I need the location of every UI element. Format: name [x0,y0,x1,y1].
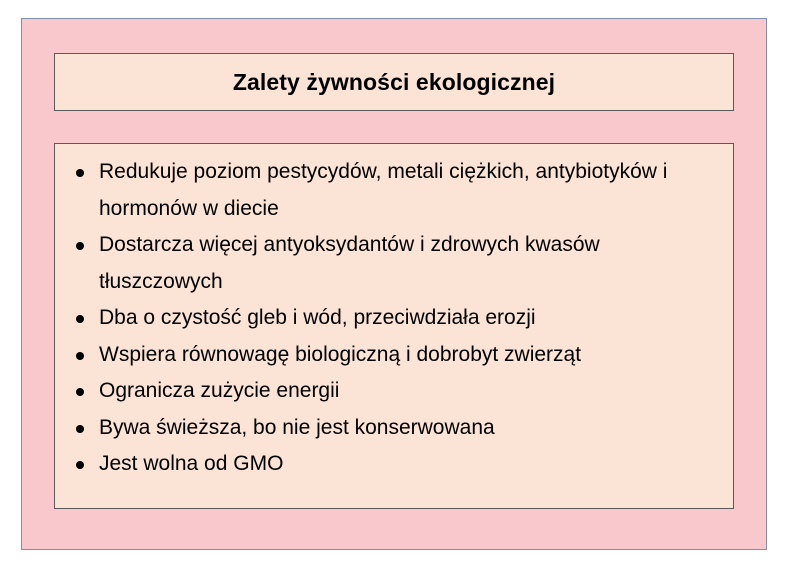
list-item [55,446,721,483]
title-box [54,53,734,111]
bullet-icon [76,352,84,360]
bullet-icon [76,461,84,469]
list-item [55,300,721,337]
list-item-text: Jest wolna od GMO [99,452,284,475]
list-item-text: Ogranicza zużycie energii [99,379,340,402]
benefits-list [55,144,733,483]
list-item-text: Wspiera równowagę biologiczną i dobrobyt zwierząt [99,342,582,366]
list-item-text: Dba o czystość gleb i wód, przeciwdziała erozji [99,306,536,329]
bullet-icon [76,425,84,433]
list-item [55,227,721,300]
list-item [55,154,721,227]
list-item [55,410,721,447]
list-item-text: Redukuje poziom pestycydów, metali ciężkich, antybiotyków i hormonów w diecie [99,160,668,220]
list-item [55,373,721,410]
bullet-icon [76,242,84,250]
list-item-text: Dostarcza więcej antyoksydantów i zdrowych kwasów tłuszczowych [99,233,600,293]
bullet-icon [76,388,84,396]
bullet-icon [76,315,84,323]
bullet-icon [76,169,84,177]
list-item [55,337,721,374]
diagram-title: Zalety żywności ekologicznej [232,68,556,95]
benefits-box [54,143,734,509]
list-item-text: Bywa świeższa, bo nie jest konserwowana [99,415,495,439]
